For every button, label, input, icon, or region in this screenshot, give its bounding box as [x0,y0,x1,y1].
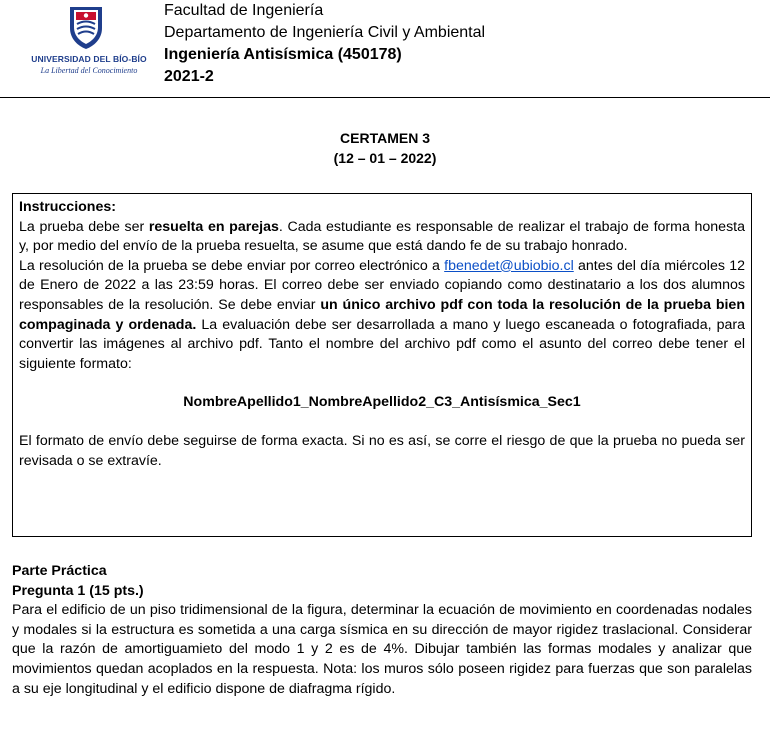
instructions-box [12,193,752,537]
exam-title: CERTAMEN 3 [340,130,430,146]
header-divider [0,97,770,98]
text-run: antes del día miércoles 12 de Enero de 2022 a las 23:59 horas. El correo debe ser enviado copiando como destinatario a los dos alumnos responsables de la resolución. Se debe enviar [19,257,745,313]
text-run: La evaluación debe ser desarrollada a mano y luego escaneada o fotografiada, para convertir las imágenes al archivo pdf. Tanto el nombre del archivo pdf como el asunto del correo debe tener el siguiente formato: [19,316,745,372]
header-text [164,0,485,88]
text-run: La prueba debe ser [19,218,149,235]
bold-run: resuelta en parejas [148,218,279,235]
filename-format: NombreApellido1_NombreApellido2_C3_Antisísmica_Sec1 [183,394,581,411]
university-motto: La Libertad del Conocimiento [40,66,138,75]
instructions-paragraph-3: El formato de envío debe seguirse de forma exacta. Si no es así, se corre el riesgo de que la prueba no pueda ser revisada o se extravíe. [19,432,745,469]
instructions-paragraph-1 [19,218,745,257]
question-heading: Pregunta 1 (15 pts.) [12,582,144,599]
course-name: Ingeniería Antisísmica (450178) [164,46,402,63]
text-run: . Cada estudiante es responsable de realizar el trabajo de forma honesta y, por medio del envío de la prueba resuelta, se asume que está dando fe de su trabajo honrado. [19,218,745,255]
semester: 2021-2 [164,68,214,85]
instructions-heading: Instrucciones: [19,199,116,215]
instructions-paragraph-2 [19,257,745,375]
bold-run: un único archivo pdf con toda la resolución de la prueba bien compaginada y ordenada. [19,296,745,333]
section-heading: Parte Práctica [12,563,107,579]
faculty-name: Facultad de Ingeniería [164,2,324,19]
university-name: UNIVERSIDAD DEL BÍO-BÍO [31,54,147,64]
university-logo [14,4,164,92]
email-link[interactable]: fbenedet@ubiobio.cl [444,257,574,274]
university-crest-icon [66,4,106,50]
text-run: La resolución de la prueba se debe enviar por correo electrónico a [19,257,445,274]
document-header [0,0,770,100]
question-body: Para el edificio de un piso tridimensional de la figura, determinar la ecuación de movimiento en coordenadas nodales y modales si la estructura es sometida a una carga sísmica en su dirección de mayor rigidez traslacional. Considerar que la razón de amortiguamieto del modo 1 y 2 es de 4%. Dibujar también las formas modales y analizar que movimientos quedan acoplados en la respuesta. Nota: los muros sólo poseen rigidez para fuerzas que son paralelas a su eje longitudinal y el edificio dispone de diafragma rígido. [12,602,752,697]
practical-section [12,562,752,699]
exam-date: (12 – 01 – 2022) [333,150,437,166]
department-name: Departamento de Ingeniería Civil y Ambiental [164,24,486,41]
